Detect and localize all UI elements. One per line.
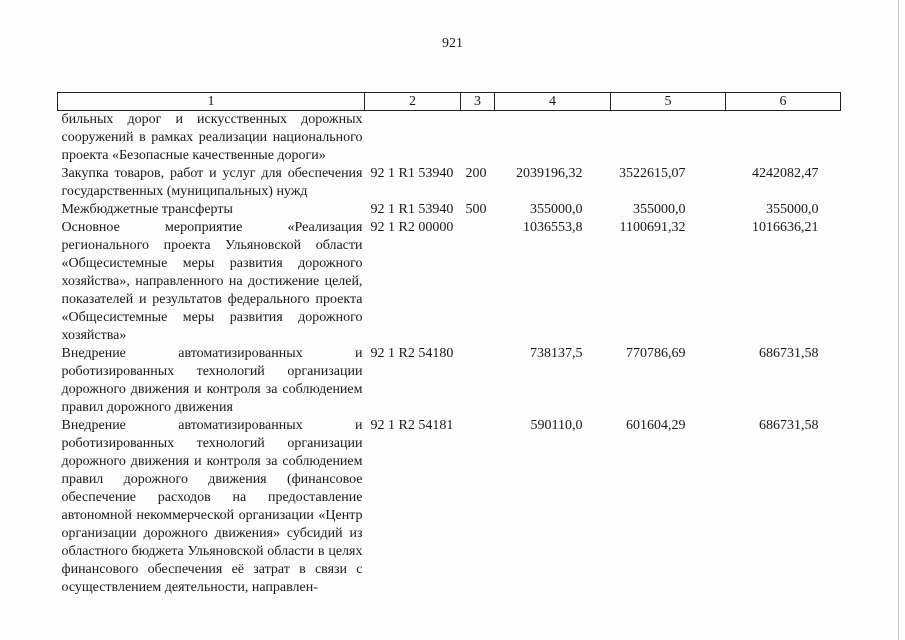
row-description: Основное мероприятие «Реализация регионального проекта Ульяновской области «Общесистемные меры развития дорожного хозяйства», направленного на достижение целей, показателей и результатов федерального проекта «Общесистемные меры развития дорожного хозяйства» bbox=[61, 220, 363, 343]
row-description: Внедрение автоматизированных и роботизированных технологий организации дорожного движения и контроля за соблюдением правил дорожного движения bbox=[61, 346, 363, 415]
header-col-5: 5 bbox=[611, 93, 726, 111]
budget-table bbox=[57, 92, 841, 597]
row-description: Межбюджетные трансферты bbox=[61, 202, 233, 217]
row-value-3: 355000,0 bbox=[766, 202, 819, 217]
table-row bbox=[58, 345, 841, 417]
row-value-1 bbox=[495, 111, 611, 166]
row-value-1: 738137,5 bbox=[530, 346, 583, 361]
row-description: Закупка товаров, работ и услуг для обеспечения государственных (муниципальных) нужд bbox=[61, 166, 363, 199]
row-code bbox=[365, 111, 461, 166]
header-col-1: 1 bbox=[58, 93, 365, 111]
row-value-2: 601604,29 bbox=[626, 418, 686, 433]
row-value-1: 590110,0 bbox=[530, 418, 583, 433]
row-expense-type: 200 bbox=[465, 166, 487, 181]
row-expense-type bbox=[461, 111, 495, 166]
row-value-2: 3522615,07 bbox=[619, 166, 686, 181]
row-value-1: 1036553,8 bbox=[523, 220, 583, 235]
row-value-2: 770786,69 bbox=[626, 346, 686, 361]
row-code: 92 1 R1 53940 bbox=[370, 166, 454, 181]
header-row bbox=[58, 93, 841, 111]
table-row bbox=[58, 165, 841, 201]
header-col-3: 3 bbox=[461, 93, 495, 111]
row-value-2: 1100691,32 bbox=[619, 220, 686, 235]
header-col-2: 2 bbox=[365, 93, 461, 111]
row-value-3: 686731,58 bbox=[759, 418, 819, 433]
row-code: 92 1 R1 53940 bbox=[370, 202, 454, 217]
row-value-1: 355000,0 bbox=[530, 202, 583, 217]
row-expense-type bbox=[461, 219, 495, 345]
table-row bbox=[58, 219, 841, 345]
header-col-6: 6 bbox=[726, 93, 841, 111]
row-value-3: 4242082,47 bbox=[752, 166, 819, 181]
page-edge-line bbox=[898, 0, 899, 640]
row-value-3 bbox=[726, 111, 841, 166]
row-value-2 bbox=[611, 111, 726, 166]
row-expense-type bbox=[461, 345, 495, 417]
row-code: 92 1 R2 54180 bbox=[370, 346, 454, 361]
row-value-3: 686731,58 bbox=[759, 346, 819, 361]
row-description: Внедрение автоматизированных и роботизированных технологий организации дорожного движения и контроля за соблюдением правил дорожного движения (финансовое обеспечение расходов на предоставление автономной некоммерческой организации «Центр организации дорожного движения» субсидий из областного бюджета Ульяновской области в целях финансового обеспечения её затрат в связи с осуществлением деятельности, направлен- bbox=[61, 418, 363, 595]
page-number: 921 bbox=[442, 36, 463, 51]
row-expense-type: 500 bbox=[465, 202, 487, 217]
header-col-4: 4 bbox=[495, 93, 611, 111]
table-row bbox=[58, 201, 841, 219]
row-description: бильных дорог и искусственных дорожных сооружений в рамках реализации национального проекта «Безопасные качественные дороги» bbox=[61, 112, 363, 163]
budget-table-container bbox=[57, 92, 840, 597]
row-value-3: 1016636,21 bbox=[752, 220, 819, 235]
row-expense-type bbox=[461, 417, 495, 597]
table-row bbox=[58, 111, 841, 166]
row-code: 92 1 R2 00000 bbox=[370, 220, 454, 235]
row-value-1: 2039196,32 bbox=[516, 166, 583, 181]
row-code: 92 1 R2 54181 bbox=[370, 418, 454, 433]
row-value-2: 355000,0 bbox=[633, 202, 686, 217]
table-row bbox=[58, 417, 841, 597]
